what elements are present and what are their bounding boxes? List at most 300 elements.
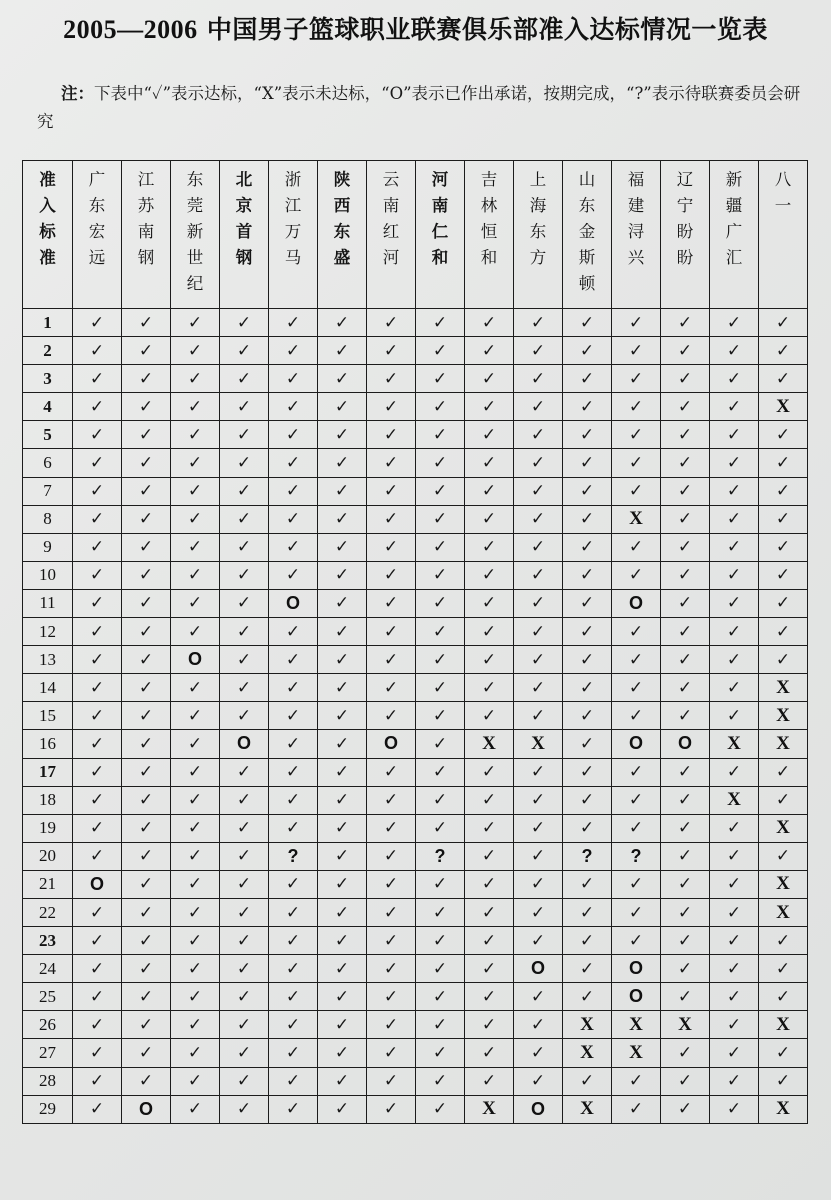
check-mark-icon: ✓ [334,340,350,361]
promise-circle-icon: O [187,649,202,670]
x-mark-icon: X [629,508,643,530]
status-cell [171,421,220,449]
status-cell [367,393,416,421]
status-cell [220,983,269,1011]
check-mark-icon: ✓ [677,705,693,726]
check-mark-icon: ✓ [726,677,742,698]
status-cell [318,786,367,814]
x-mark-icon: X [482,1098,496,1120]
status-cell [759,421,808,449]
check-mark-icon: ✓ [677,368,693,389]
check-mark-icon: ✓ [285,1042,301,1063]
check-mark-icon: ✓ [726,340,742,361]
check-mark-icon: ✓ [628,621,644,642]
status-cell [710,842,759,870]
check-mark-icon: ✓ [236,565,252,586]
check-mark-icon: ✓ [89,958,105,979]
status-cell [171,477,220,505]
check-mark-icon: ✓ [481,705,497,726]
check-mark-icon: ✓ [726,930,742,951]
check-mark-icon: ✓ [138,677,154,698]
status-cell [220,927,269,955]
check-mark-icon: ✓ [628,340,644,361]
status-cell [416,758,465,786]
status-cell [416,421,465,449]
check-mark-icon: ✓ [775,1042,791,1063]
status-cell [563,421,612,449]
status-cell [661,927,710,955]
status-cell [612,983,661,1011]
title-year: 2005—2006 [63,15,198,44]
check-mark-icon: ✓ [726,1014,742,1035]
check-mark-icon: ✓ [677,1099,693,1120]
status-cell [416,842,465,870]
check-mark-icon: ✓ [285,565,301,586]
check-mark-icon: ✓ [187,481,203,502]
table-row [23,1095,808,1123]
status-cell [269,533,318,561]
check-mark-icon: ✓ [530,874,546,895]
criterion-number: 16 [23,730,73,758]
status-cell [465,758,514,786]
check-mark-icon: ✓ [726,537,742,558]
check-mark-icon: ✓ [677,790,693,811]
check-mark-icon: ✓ [285,733,301,754]
status-cell [367,870,416,898]
status-cell [367,646,416,674]
check-mark-icon: ✓ [775,1071,791,1092]
table-row [23,505,808,533]
status-cell [661,983,710,1011]
check-mark-icon: ✓ [285,1099,301,1120]
check-mark-icon: ✓ [530,902,546,923]
status-cell [269,702,318,730]
status-cell [563,393,612,421]
status-cell [563,365,612,393]
status-cell [563,337,612,365]
check-mark-icon: ✓ [677,340,693,361]
status-cell [661,365,710,393]
status-cell [269,589,318,617]
table-row [23,674,808,702]
x-mark-icon: X [580,1098,594,1120]
status-cell [367,730,416,758]
check-mark-icon: ✓ [628,481,644,502]
check-mark-icon: ✓ [775,649,791,670]
status-cell [612,814,661,842]
check-mark-icon: ✓ [530,790,546,811]
status-cell [220,1039,269,1067]
status-cell [318,1039,367,1067]
check-mark-icon: ✓ [726,958,742,979]
status-cell [269,1067,318,1095]
check-mark-icon: ✓ [187,790,203,811]
check-mark-icon: ✓ [89,930,105,951]
status-cell [612,337,661,365]
check-mark-icon: ✓ [579,509,595,530]
check-mark-icon: ✓ [628,1071,644,1092]
check-mark-icon: ✓ [628,537,644,558]
status-cell [759,505,808,533]
check-mark-icon: ✓ [138,874,154,895]
status-cell [465,505,514,533]
check-mark-icon: ✓ [236,818,252,839]
check-mark-icon: ✓ [236,930,252,951]
status-cell [710,477,759,505]
check-mark-icon: ✓ [187,368,203,389]
check-mark-icon: ✓ [677,986,693,1007]
check-mark-icon: ✓ [726,368,742,389]
check-mark-icon: ✓ [726,621,742,642]
check-mark-icon: ✓ [726,649,742,670]
status-cell [73,814,122,842]
status-cell [73,786,122,814]
status-cell [661,393,710,421]
table-row [23,758,808,786]
check-mark-icon: ✓ [187,396,203,417]
promise-circle-icon: O [628,592,643,613]
status-cell [122,927,171,955]
status-cell [122,393,171,421]
check-mark-icon: ✓ [138,762,154,783]
status-cell [220,337,269,365]
status-cell [612,674,661,702]
check-mark-icon: ✓ [89,537,105,558]
status-cell [220,561,269,589]
check-mark-icon: ✓ [383,1042,399,1063]
check-mark-icon: ✓ [579,396,595,417]
check-mark-icon: ✓ [138,396,154,417]
status-cell [220,842,269,870]
status-cell [416,646,465,674]
check-mark-icon: ✓ [481,677,497,698]
status-cell [710,814,759,842]
status-cell [367,589,416,617]
status-cell [759,309,808,337]
status-cell [416,898,465,926]
status-cell [269,955,318,983]
status-cell [710,533,759,561]
status-cell [514,393,563,421]
status-cell [465,702,514,730]
status-cell [220,1067,269,1095]
status-cell [73,842,122,870]
status-cell [661,533,710,561]
check-mark-icon: ✓ [775,790,791,811]
check-mark-icon: ✓ [628,1099,644,1120]
check-mark-icon: ✓ [726,481,742,502]
criterion-number: 5 [23,421,73,449]
status-cell [122,533,171,561]
check-mark-icon: ✓ [334,509,350,530]
check-mark-icon: ✓ [677,902,693,923]
status-cell [318,927,367,955]
check-mark-icon: ✓ [334,733,350,754]
status-cell [465,393,514,421]
table-row [23,589,808,617]
x-mark-icon: X [776,732,790,754]
check-mark-icon: ✓ [481,368,497,389]
status-cell [416,477,465,505]
status-cell [759,477,808,505]
check-mark-icon: ✓ [677,958,693,979]
status-cell [73,337,122,365]
check-mark-icon: ✓ [481,1042,497,1063]
team-header: 新疆广汇 [710,161,759,309]
status-cell [269,1095,318,1123]
status-cell [661,702,710,730]
pending-question-icon: ? [581,845,593,866]
status-cell [220,393,269,421]
check-mark-icon: ✓ [187,1042,203,1063]
check-mark-icon: ✓ [530,453,546,474]
status-cell [416,393,465,421]
status-cell [465,309,514,337]
status-cell [563,674,612,702]
check-mark-icon: ✓ [481,396,497,417]
check-mark-icon: ✓ [236,1099,252,1120]
status-cell [465,421,514,449]
status-cell [367,1095,416,1123]
check-mark-icon: ✓ [236,986,252,1007]
check-mark-icon: ✓ [628,396,644,417]
status-cell [73,898,122,926]
criterion-number: 2 [23,337,73,365]
status-cell [318,955,367,983]
status-cell [416,309,465,337]
promise-circle-icon: O [530,958,545,979]
check-mark-icon: ✓ [138,481,154,502]
status-cell [171,449,220,477]
status-cell [73,309,122,337]
status-cell [367,983,416,1011]
status-cell [661,898,710,926]
check-mark-icon: ✓ [89,818,105,839]
status-cell [122,674,171,702]
status-cell [465,814,514,842]
status-cell [269,758,318,786]
status-cell [465,955,514,983]
promise-circle-icon: O [383,733,398,754]
check-mark-icon: ✓ [285,453,301,474]
status-cell [318,842,367,870]
check-mark-icon: ✓ [383,874,399,895]
check-mark-icon: ✓ [432,509,448,530]
check-mark-icon: ✓ [383,902,399,923]
check-mark-icon: ✓ [285,986,301,1007]
status-cell [122,421,171,449]
check-mark-icon: ✓ [677,396,693,417]
check-mark-icon: ✓ [677,1042,693,1063]
check-mark-icon: ✓ [383,762,399,783]
status-cell [220,477,269,505]
check-mark-icon: ✓ [726,1071,742,1092]
check-mark-icon: ✓ [334,368,350,389]
status-cell [122,309,171,337]
status-cell [73,449,122,477]
check-mark-icon: ✓ [726,902,742,923]
x-mark-icon: X [678,1013,692,1035]
status-cell [661,955,710,983]
check-mark-icon: ✓ [530,677,546,698]
status-cell [612,449,661,477]
status-cell [465,646,514,674]
table-row [23,955,808,983]
table-row [23,1011,808,1039]
status-cell [514,646,563,674]
status-cell [465,618,514,646]
check-mark-icon: ✓ [628,874,644,895]
status-cell [661,505,710,533]
check-mark-icon: ✓ [628,649,644,670]
check-mark-icon: ✓ [579,930,595,951]
status-cell [563,955,612,983]
check-mark-icon: ✓ [383,1099,399,1120]
check-mark-icon: ✓ [383,396,399,417]
check-mark-icon: ✓ [481,340,497,361]
status-cell [416,1039,465,1067]
status-cell [710,449,759,477]
check-mark-icon: ✓ [481,593,497,614]
status-cell [563,786,612,814]
criterion-number: 7 [23,477,73,505]
status-cell [514,533,563,561]
status-cell [612,393,661,421]
status-cell [220,674,269,702]
status-cell [367,702,416,730]
check-mark-icon: ✓ [187,677,203,698]
check-mark-icon: ✓ [383,649,399,670]
check-mark-icon: ✓ [138,1071,154,1092]
check-mark-icon: ✓ [383,818,399,839]
check-mark-icon: ✓ [138,340,154,361]
status-cell [122,589,171,617]
status-cell [710,758,759,786]
team-header: 江苏南钢 [122,161,171,309]
check-mark-icon: ✓ [579,453,595,474]
status-cell [171,365,220,393]
status-cell [269,561,318,589]
status-cell [759,1011,808,1039]
check-mark-icon: ✓ [579,986,595,1007]
check-mark-icon: ✓ [236,340,252,361]
check-mark-icon: ✓ [285,958,301,979]
status-cell [563,927,612,955]
check-mark-icon: ✓ [89,565,105,586]
check-mark-icon: ✓ [432,902,448,923]
status-cell [220,589,269,617]
status-cell [465,927,514,955]
status-cell [318,337,367,365]
status-cell [514,702,563,730]
status-cell [73,702,122,730]
check-mark-icon: ✓ [138,621,154,642]
check-mark-icon: ✓ [89,396,105,417]
check-mark-icon: ✓ [432,1042,448,1063]
check-mark-icon: ✓ [138,453,154,474]
status-cell [563,1095,612,1123]
check-mark-icon: ✓ [726,986,742,1007]
check-mark-icon: ✓ [187,986,203,1007]
status-cell [661,646,710,674]
status-cell [514,309,563,337]
status-cell [514,842,563,870]
check-mark-icon: ✓ [334,762,350,783]
check-mark-icon: ✓ [334,705,350,726]
status-cell [73,589,122,617]
check-mark-icon: ✓ [334,818,350,839]
status-cell [220,786,269,814]
status-cell [759,337,808,365]
status-cell [710,786,759,814]
team-header: 河南仁和 [416,161,465,309]
check-mark-icon: ✓ [138,565,154,586]
check-mark-icon: ✓ [628,902,644,923]
check-mark-icon: ✓ [89,846,105,867]
check-mark-icon: ✓ [530,705,546,726]
status-cell [318,646,367,674]
check-mark-icon: ✓ [775,958,791,979]
status-cell [171,870,220,898]
check-mark-icon: ✓ [481,762,497,783]
status-cell [122,1011,171,1039]
check-mark-icon: ✓ [579,902,595,923]
status-cell [122,730,171,758]
check-mark-icon: ✓ [628,930,644,951]
check-mark-icon: ✓ [89,593,105,614]
check-mark-icon: ✓ [530,537,546,558]
status-cell [220,702,269,730]
status-cell [122,561,171,589]
status-cell [220,533,269,561]
status-cell [416,674,465,702]
table-row [23,393,808,421]
status-cell [416,786,465,814]
check-mark-icon: ✓ [334,677,350,698]
check-mark-icon: ✓ [677,1071,693,1092]
check-mark-icon: ✓ [383,481,399,502]
table-row [23,421,808,449]
check-mark-icon: ✓ [579,565,595,586]
status-cell [171,1039,220,1067]
status-cell [171,618,220,646]
status-cell [171,814,220,842]
check-mark-icon: ✓ [677,537,693,558]
check-mark-icon: ✓ [432,368,448,389]
status-cell [220,421,269,449]
check-mark-icon: ✓ [677,762,693,783]
pending-question-icon: ? [434,845,446,866]
check-mark-icon: ✓ [530,396,546,417]
status-cell [171,898,220,926]
status-cell [122,898,171,926]
status-cell [318,561,367,589]
check-mark-icon: ✓ [432,958,448,979]
status-cell [710,1039,759,1067]
status-cell [612,1039,661,1067]
team-header: 广东宏远 [73,161,122,309]
check-mark-icon: ✓ [236,1071,252,1092]
criterion-number: 15 [23,702,73,730]
check-mark-icon: ✓ [89,1042,105,1063]
status-cell [122,449,171,477]
status-cell [318,449,367,477]
check-mark-icon: ✓ [383,1014,399,1035]
status-cell [563,1011,612,1039]
table-row [23,898,808,926]
status-cell [367,758,416,786]
status-cell [661,1039,710,1067]
